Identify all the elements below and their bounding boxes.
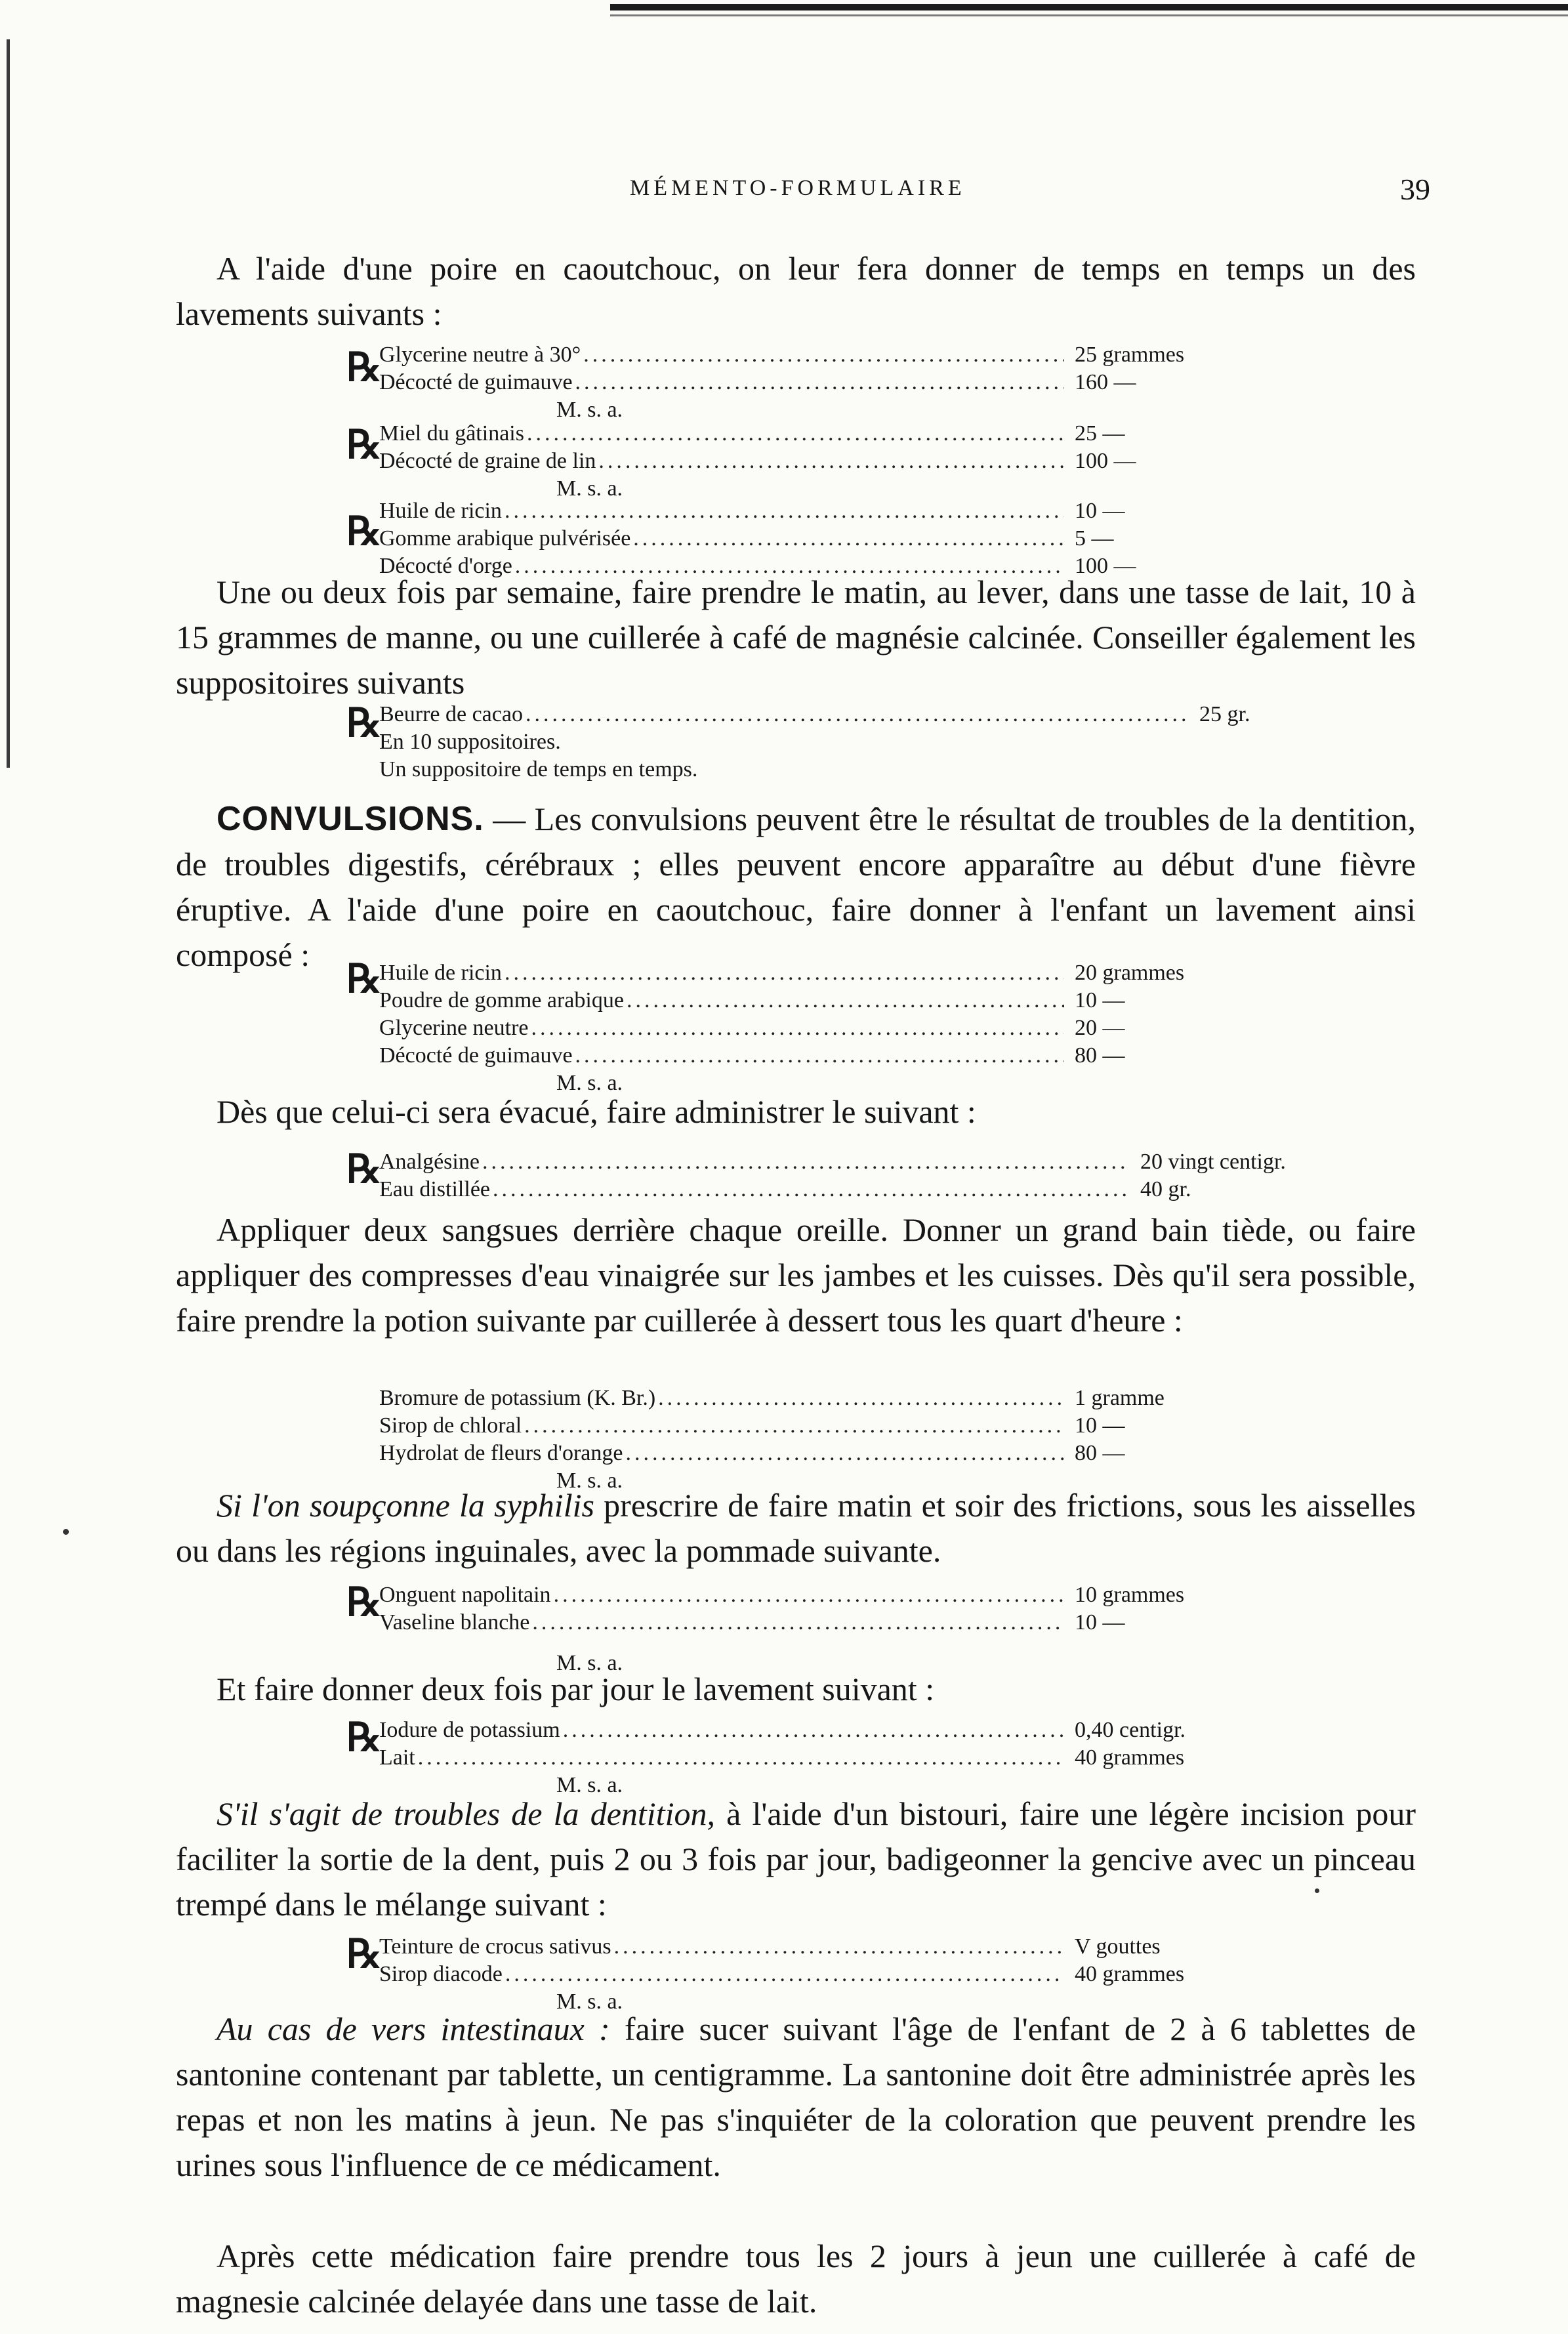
paragraph: [176, 1483, 1416, 1573]
paragraph: [176, 246, 1416, 337]
ingredient-row: Iodure de potassium ..... 0,40 centigr.: [379, 1717, 1232, 1744]
ingredient-row: Gomme arabique pulvérisée ..... 5 —: [379, 525, 1232, 552]
paragraph-text: prescrire de faire matin et soir des frictions, sous les aisselles ou dans les régions inguinales, avec la pommade suivante.: [176, 1487, 1416, 1569]
recipe-symbol: ℞: [346, 1716, 382, 1759]
paragraph-text: Une ou deux fois par semaine, faire prendre le matin, au lever, dans une tasse de lait, 10 à 15 grammes de manne, ou une cuillerée à café de magnésie calcinée. Conseiller également les suppositoires suivants: [176, 573, 1416, 701]
italic-phrase: Si l'on soupçonne la syphilis: [217, 1487, 594, 1524]
prescription-note: En 10 suppositoires.: [379, 730, 561, 754]
ingredient-row: Glycerine neutre à 30° ..... 25 grammes: [379, 341, 1232, 369]
misce-label: M. s. a.: [556, 1469, 623, 1493]
ingredient-row: Poudre de gomme arabique ..... 10 —: [379, 987, 1232, 1014]
prescription: [346, 1932, 1232, 2016]
recipe-symbol: ℞: [346, 510, 382, 553]
paragraph-text: Dès que celui-ci sera évacué, faire administrer le suivant :: [217, 1093, 976, 1130]
section-heading: CONVULSIONS.: [217, 800, 484, 838]
misce-label: M. s. a.: [556, 1773, 623, 1797]
paragraph-text: Appliquer deux sangsues derrière chaque oreille. Donner un grand bain tiède, ou faire appliquer des compresses d'eau vinaigrée sur les jambes et les cuisses. Dès qu'il sera possible, faire prendre la potion suivante par cuillerée à dessert tous les quart d'heure :: [176, 1211, 1416, 1339]
prescription: [346, 957, 1232, 1097]
prescription: [346, 1148, 1337, 1203]
misce-label: M. s. a.: [556, 398, 623, 422]
prescription: [346, 497, 1232, 580]
ingredient-row: Décocté d'orge ..... 100 —: [379, 552, 1232, 580]
ingredient-row: Décocté de graine de lin ..... 100 —: [379, 448, 1232, 475]
italic-phrase: S'il s'agit de troubles de la dentition,: [217, 1795, 715, 1832]
recipe-symbol: ℞: [346, 957, 382, 1001]
recipe-symbol: ℞: [346, 423, 382, 467]
misce-label: M. s. a.: [556, 1990, 623, 2014]
ingredient-row: Eau distillée ..... 40 gr.: [379, 1176, 1337, 1203]
ingredient-row: Décocté de guimauve ..... 80 —: [379, 1042, 1232, 1070]
paragraph-text: faire sucer suivant l'âge de l'enfant de 2 à 6 tablettes de santonine contenant par tablette, un centigramme. La santonine doit être administrée après les repas et non les matins à jeun. Ne pas s'inquiéter de la coloration que peuvent prendre les urines sous l'influence de ce médicament.: [176, 2011, 1416, 2183]
paragraph-text: à l'aide d'un bistouri, faire une légère incision pour faciliter la sortie de la dent, puis 2 ou 3 fois par jour, badigeonner la gencive avec un pinceau trempé dans le mélange suivant :: [176, 1795, 1416, 1923]
misce-label: M. s. a.: [556, 1651, 623, 1675]
page-number: 39: [1400, 173, 1430, 206]
ingredient-row: Bromure de potassium (K. Br.) ..... 1 gramme: [379, 1385, 1232, 1412]
paragraph-text: Après cette médication faire prendre tous les 2 jours à jeun une cuillerée à café de magnesie calcinée delayée dans une tasse de lait.: [176, 2238, 1416, 2320]
misce-label: M. s. a.: [556, 476, 623, 501]
prescription: [346, 1581, 1232, 1677]
ingredient-row: Huile de ricin ..... 10 —: [379, 497, 1232, 525]
recipe-symbol: ℞: [346, 1581, 382, 1624]
recipe-symbol: ℞: [346, 1148, 382, 1191]
paragraph: [176, 2234, 1416, 2324]
prescription: [346, 1716, 1232, 1799]
paragraph-text: — Les convulsions peuvent être le résultat de troubles de la dentition, de troubles digestifs, cérébraux ; elles peuvent encore apparaître au début d'une fièvre éruptive. A l'aide d'une poire en caoutchouc, faire donner à l'enfant un lavement ainsi composé :: [176, 801, 1416, 973]
prescription: [346, 341, 1232, 424]
paragraph: [176, 1791, 1416, 1927]
paragraph: [176, 1667, 1416, 1712]
ingredient-row: Beurre de cacao ..... 25 gr.: [379, 701, 1291, 728]
paragraph: [176, 1207, 1416, 1343]
ingredient-row: Décocté de guimauve ..... 160 —: [379, 369, 1232, 396]
ingredient-row: Miel du gâtinais ..... 25 —: [379, 420, 1232, 448]
ingredient-row: Lait ..... 40 grammes: [379, 1744, 1232, 1772]
ingredient-row: Hydrolat de fleurs d'orange ..... 80 —: [379, 1440, 1232, 1467]
ingredient-row: Vaseline blanche ..... 10 —: [379, 1609, 1232, 1636]
paragraph-text: A l'aide d'une poire en caoutchouc, on leur fera donner de temps en temps un des lavements suivants :: [176, 250, 1416, 332]
prescription: [346, 420, 1232, 503]
prescription-note: Un suppositoire de temps en temps.: [379, 757, 698, 781]
running-title: MÉMENTO-FORMULAIRE: [630, 176, 966, 200]
ingredient-row: Sirop diacode ..... 40 grammes: [379, 1961, 1232, 1988]
ingredient-row: Glycerine neutre ..... 20 —: [379, 1014, 1232, 1042]
paragraph-text: Et faire donner deux fois par jour le lavement suivant :: [217, 1671, 935, 1707]
paragraph: [176, 2007, 1416, 2188]
misce-label: M. s. a.: [556, 1071, 623, 1095]
prescription: [379, 1385, 1232, 1495]
paragraph: [176, 570, 1416, 705]
recipe-symbol: ℞: [346, 1932, 382, 1976]
ingredient-row: Analgésine ..... 20 vingt centigr.: [379, 1148, 1337, 1176]
ingredient-row: Onguent napolitain ..... 10 grammes: [379, 1581, 1232, 1609]
recipe-symbol: ℞: [346, 701, 382, 745]
italic-phrase: Au cas de vers intestinaux :: [217, 2011, 610, 2047]
prescription: [346, 701, 1291, 783]
paragraph: [176, 1089, 1416, 1135]
recipe-symbol: ℞: [346, 346, 382, 389]
paragraph: [176, 797, 1416, 978]
ingredient-row: Sirop de chloral ..... 10 —: [379, 1412, 1232, 1440]
ingredient-row: Teinture de crocus sativus ..... V gouttes: [379, 1933, 1232, 1961]
ingredient-row: Huile de ricin ..... 20 grammes: [379, 959, 1232, 987]
